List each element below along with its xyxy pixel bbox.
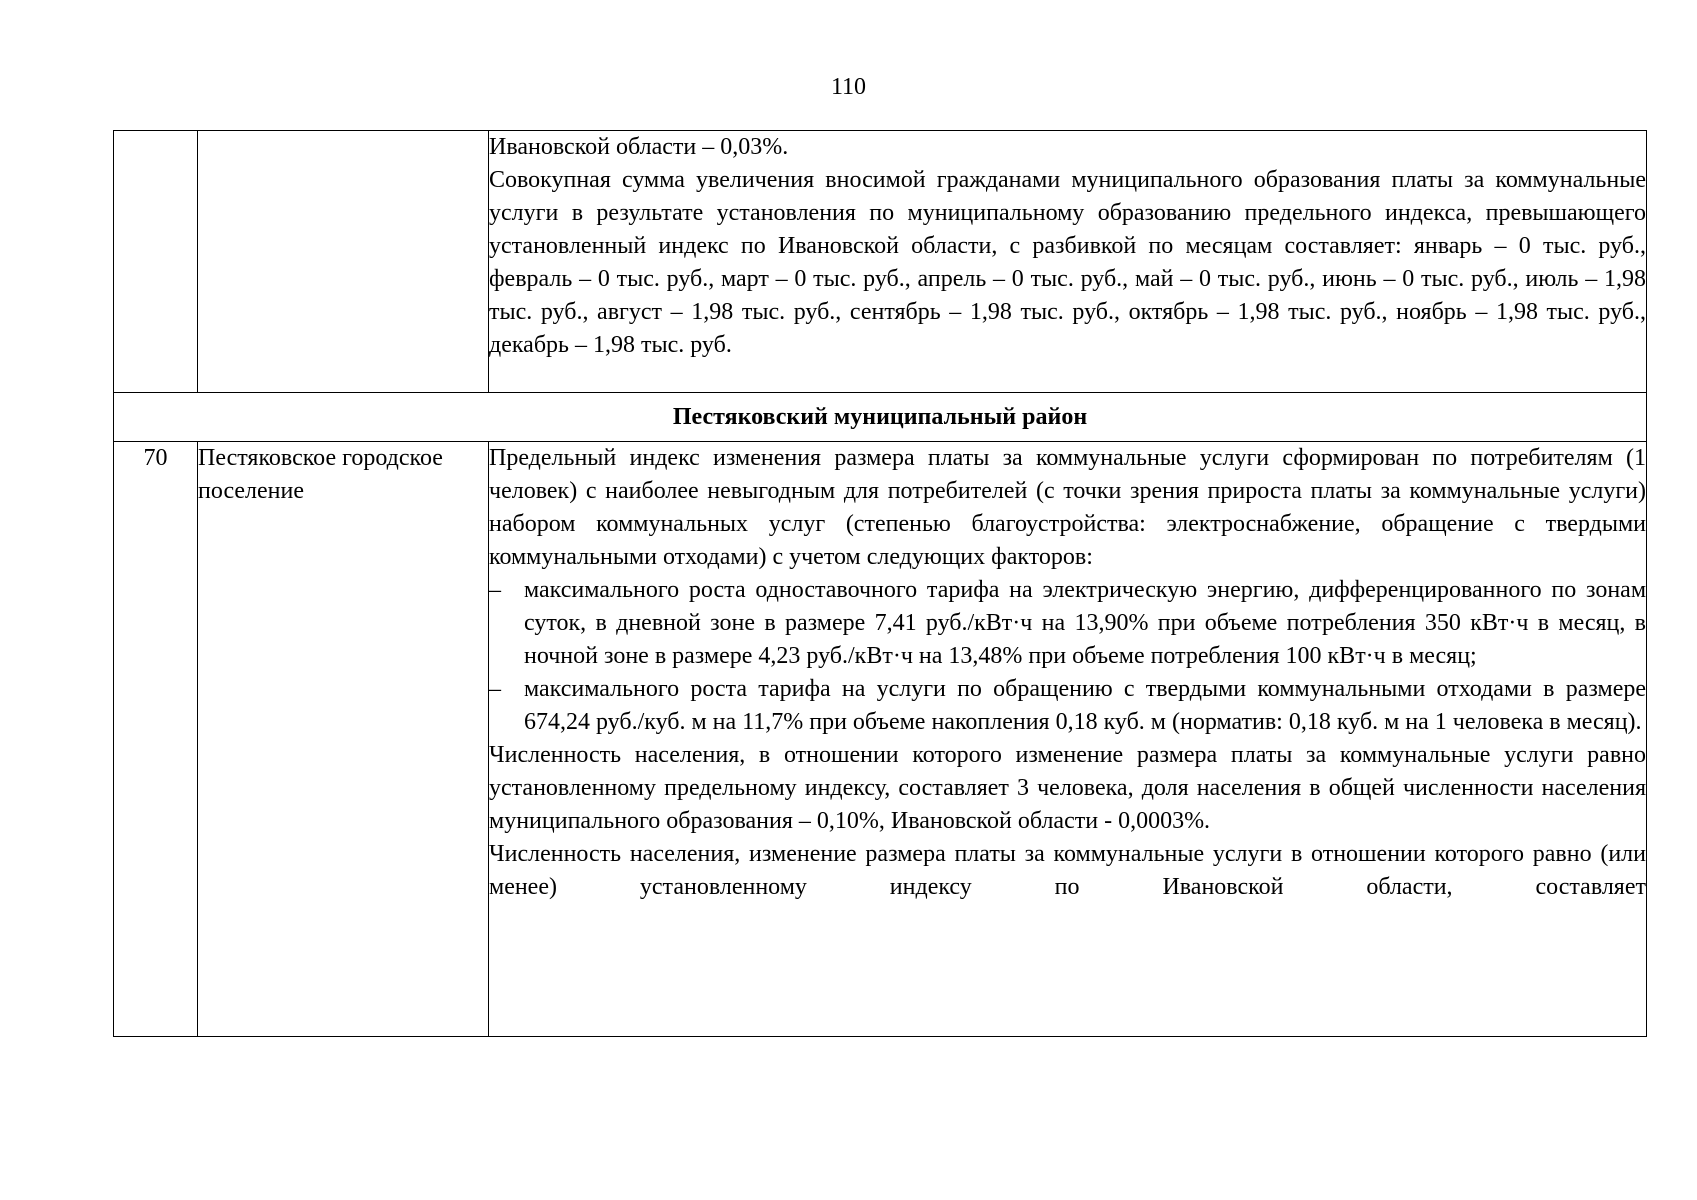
continuation-paragraph: Ивановской области – 0,03%. [489, 134, 789, 160]
table-row [114, 131, 1647, 393]
name-cell [198, 131, 489, 393]
description-cell [489, 131, 1647, 393]
index-table [113, 130, 1647, 1037]
page-number: 110 [830, 74, 867, 100]
intro-paragraph: Предельный индекс изменения размера платы за коммунальные услуги сформирован по потребителям (1 человек) с наиболее невыгодным для потребителей (с точки зрения прироста платы за коммунальные услуги) набором коммунальных услуг (степенью благоустройства: электроснабжение, обращение с твердыми коммунальными отходами) с учетом следующих факторов: [489, 445, 1646, 570]
table-row [114, 442, 1647, 1037]
factor-text: максимального роста одноставочного тарифа на электрическую энергию, дифференцированного по зонам суток, в дневной зоне в размере 7,41 руб./кВт·ч на 13,90% при объеме потребления 350 кВт·ч в месяц, в ночной зоне в размере 4,23 руб./кВт·ч на 13,48% при объеме потребления 100 кВт·ч в месяц; [524, 577, 1646, 669]
population-equal-paragraph: Численность населения, в отношении которого изменение размера платы за коммунальные услуги равно установленному предельному индексу, составляет 3 человека, доля населения в общей численности населения муниципального образования – 0,10%, Ивановской области - 0,0003%. [489, 742, 1646, 834]
list-item [489, 673, 1646, 739]
dash-marker: – [489, 676, 501, 702]
monthly-breakdown-paragraph: Совокупная сумма увеличения вносимой гражданами муниципального образования платы за коммунальные услуги в результате установления по муниципальному образованию предельного индекса, превышающего установленный индекс по Ивановской области, с разбивкой по месяцам составляет: январь – 0 тыс. руб., февраль – 0 тыс. руб., март – 0 тыс. руб., апрель – 0 тыс. руб., май – 0 тыс. руб., июнь – 0 тыс. руб., июль – 1,98 тыс. руб., август – 1,98 тыс. руб., сентябрь – 1,98 тыс. руб., октябрь – 1,98 тыс. руб., ноябрь – 1,98 тыс. руб., декабрь – 1,98 тыс. руб. [489, 167, 1646, 358]
section-row [114, 393, 1647, 442]
section-heading: Пестяковский муниципальный район [114, 393, 1647, 442]
dash-marker: – [489, 577, 501, 603]
description-cell [489, 442, 1647, 1037]
entry-number: 70 [114, 442, 198, 1037]
factors-list [489, 574, 1646, 739]
number-cell [114, 131, 198, 393]
list-item [489, 574, 1646, 673]
entry-name: Пестяковское городское поселение [198, 442, 489, 1037]
factor-text: максимального роста тарифа на услуги по обращению с твердыми коммунальными отходами в размере 674,24 руб./куб. м на 11,7% при объеме накопления 0,18 куб. м (норматив: 0,18 куб. м на 1 человека в месяц). [524, 676, 1646, 735]
population-less-paragraph: Численность населения, изменение размера платы за коммунальные услуги в отношении которого равно (или менее) установленному индексу по Ивановской области, составляет [489, 841, 1646, 900]
